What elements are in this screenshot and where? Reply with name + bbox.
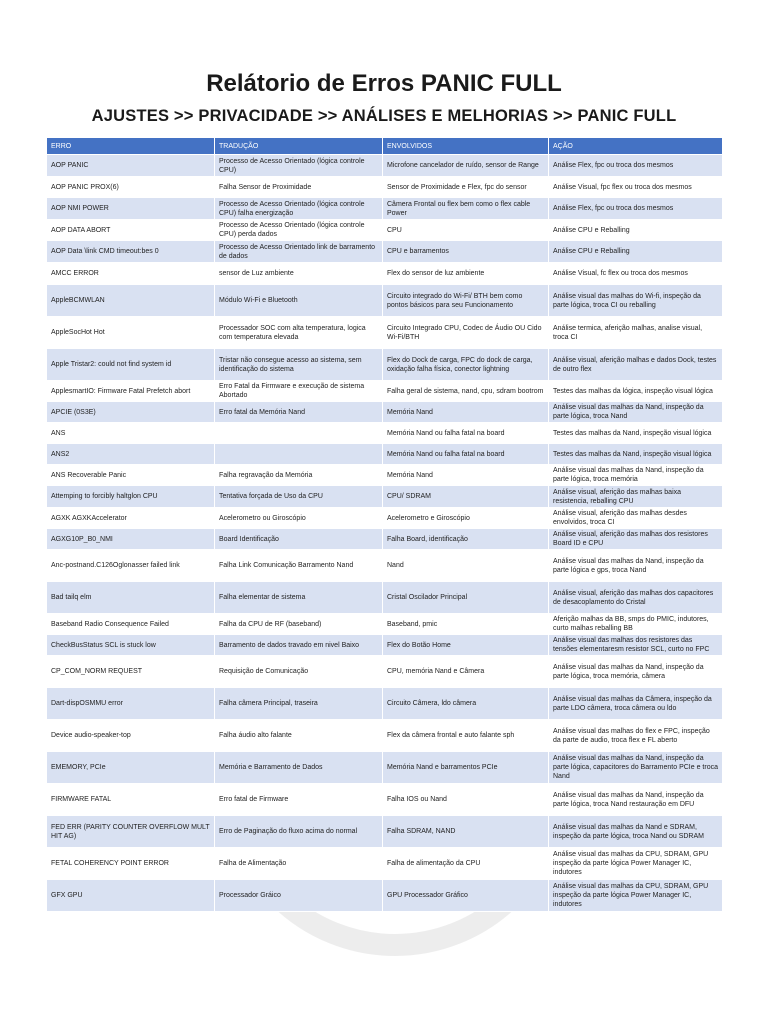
cell-erro: FETAL COHERENCY POINT ERROR bbox=[47, 848, 215, 880]
cell-traducao: Falha da CPU de RF (baseband) bbox=[215, 614, 383, 635]
cell-envolvidos: Flex da câmera frontal e auto falante sph bbox=[383, 720, 549, 752]
cell-acao: Análise Flex, fpc ou troca dos mesmos bbox=[549, 155, 723, 177]
table-row bbox=[47, 848, 723, 880]
panic-errors-table bbox=[46, 137, 723, 912]
cell-erro: AppleBCMWLAN bbox=[47, 285, 215, 317]
settings-path-subtitle: AJUSTES >> PRIVACIDADE >> ANÁLISES E MELHORIAS >> PANIC FULL bbox=[91, 107, 677, 125]
cell-traducao: Processo de Acesso Orientado (lógica controle CPU) falha energização bbox=[215, 198, 383, 220]
cell-envolvidos: Nand bbox=[383, 550, 549, 582]
table-row bbox=[47, 285, 723, 317]
cell-envolvidos: Flex do sensor de luz ambiente bbox=[383, 263, 549, 285]
cell-traducao: Falha elementar de sistema bbox=[215, 582, 383, 614]
cell-acao: Análise visual das malhas da Nand, inspeção da parte lógica, troca Nand restauração em DFU bbox=[549, 784, 723, 816]
cell-envolvidos: Memória Nand bbox=[383, 465, 549, 486]
cell-envolvidos: Falha de alimentação da CPU bbox=[383, 848, 549, 880]
table-row bbox=[47, 444, 723, 465]
cell-traducao: Falha áudio alto falante bbox=[215, 720, 383, 752]
cell-acao: Análise visual das malhas da Nand, inspeção da parte lógica, capacitores do Barramento PCIe e troca Nand bbox=[549, 752, 723, 784]
table-row bbox=[47, 656, 723, 688]
table-row bbox=[47, 220, 723, 241]
cell-traducao: Tentativa forçada de Uso da CPU bbox=[215, 486, 383, 508]
cell-traducao: Módulo Wi-Fi e Bluetooth bbox=[215, 285, 383, 317]
cell-envolvidos: CPU e barramentos bbox=[383, 241, 549, 263]
cell-erro: Device audio-speaker-top bbox=[47, 720, 215, 752]
cell-traducao: Board Identificação bbox=[215, 529, 383, 550]
cell-erro: ANS bbox=[47, 423, 215, 444]
cell-erro: ApplesmartIO: Firmware Fatal Prefetch abort bbox=[47, 381, 215, 402]
cell-erro: CP_COM_NORM REQUEST bbox=[47, 656, 215, 688]
cell-acao: Análise visual das malhas da Câmera, inspeção da parte LDO câmera, troca câmera ou ldo bbox=[549, 688, 723, 720]
cell-traducao: Processador Gráico bbox=[215, 880, 383, 912]
cell-acao: Análise Flex, fpc ou troca dos mesmos bbox=[549, 198, 723, 220]
table-row bbox=[47, 880, 723, 912]
table-row bbox=[47, 688, 723, 720]
cell-envolvidos: GPU Processador Gráfico bbox=[383, 880, 549, 912]
cell-acao: Análise CPU e Reballing bbox=[549, 241, 723, 263]
cell-acao: Testes das malhas da Nand, inspeção visual lógica bbox=[549, 423, 723, 444]
cell-erro: AOP PANIC bbox=[47, 155, 215, 177]
cell-traducao: Erro Fatal da Firmware e execução de sistema Abortado bbox=[215, 381, 383, 402]
cell-acao: Análise visual das malhas da CPU, SDRAM, GPU inspeção da parte lógica Power Manager IC, indutores bbox=[549, 848, 723, 880]
cell-envolvidos: Flex do Botão Home bbox=[383, 635, 549, 656]
table-row bbox=[47, 423, 723, 444]
table-row bbox=[47, 752, 723, 784]
table-header-row bbox=[47, 138, 723, 155]
table-row bbox=[47, 177, 723, 198]
cell-traducao: Requisição de Comunicação bbox=[215, 656, 383, 688]
column-header-erro: ERRO bbox=[47, 138, 215, 155]
cell-traducao bbox=[215, 423, 383, 444]
cell-envolvidos: Microfone cancelador de ruído, sensor de Range bbox=[383, 155, 549, 177]
cell-envolvidos: Circuito integrado do Wi-Fi/ BTH bem como pontos básicos para seu Funcionamento bbox=[383, 285, 549, 317]
cell-erro: Dart-dispOSMMU error bbox=[47, 688, 215, 720]
cell-envolvidos: Memória Nand ou falha fatal na board bbox=[383, 423, 549, 444]
cell-acao: Análise visual das malhas da Nand, inspeção da parte lógica, troca memória, câmera bbox=[549, 656, 723, 688]
cell-envolvidos: Memória Nand e barramentos PCIe bbox=[383, 752, 549, 784]
cell-envolvidos: Acelerometro e Giroscópio bbox=[383, 508, 549, 529]
cell-erro: Anc-postnand.C126Oglonasser failed link bbox=[47, 550, 215, 582]
cell-acao: Análise visual, aferição malhas e dados Dock, testes de outro flex bbox=[549, 349, 723, 381]
cell-envolvidos: CPU bbox=[383, 220, 549, 241]
cell-traducao: Erro de Paginação do fluxo acima do normal bbox=[215, 816, 383, 848]
cell-erro: Attemping to forcibly haltglon CPU bbox=[47, 486, 215, 508]
cell-envolvidos: Falha geral de sistema, nand, cpu, sdram bootrom bbox=[383, 381, 549, 402]
cell-acao: Análise visual das malhas da Nand, inspeção da parte lógica, troca Nand bbox=[549, 402, 723, 423]
table-row bbox=[47, 349, 723, 381]
cell-erro: APCIE (0S3E) bbox=[47, 402, 215, 423]
cell-erro: ANS2 bbox=[47, 444, 215, 465]
cell-traducao: Falha de Alimentação bbox=[215, 848, 383, 880]
cell-traducao: Processo de Acesso Orientado (lógica controle CPU) perda dados bbox=[215, 220, 383, 241]
cell-acao: Análise CPU e Reballing bbox=[549, 220, 723, 241]
cell-envolvidos: CPU, memória Nand e Câmera bbox=[383, 656, 549, 688]
table-row bbox=[47, 155, 723, 177]
report-title: Relátorio de Erros PANIC FULL bbox=[206, 70, 562, 97]
cell-erro: ANS Recoverable Panic bbox=[47, 465, 215, 486]
cell-acao: Análise visual das malhas do flex e FPC, inspeção da parte de audio, troca flex e FL aberto bbox=[549, 720, 723, 752]
cell-envolvidos: Memória Nand ou falha fatal na board bbox=[383, 444, 549, 465]
table-row bbox=[47, 508, 723, 529]
cell-acao: Análise visual das malhas da CPU, SDRAM, GPU inspeção da parte lógica Power Manager IC, indutores bbox=[549, 880, 723, 912]
column-header-acao: AÇÃO bbox=[549, 138, 723, 155]
table-row bbox=[47, 402, 723, 423]
cell-acao: Análise visual das malhas do Wi-fi, inspeção da parte lógica, troca CI ou reballing bbox=[549, 285, 723, 317]
cell-acao: Aferição malhas da BB, smps do PMIC, indutores, curto malhas reballing BB bbox=[549, 614, 723, 635]
cell-envolvidos: Baseband, pmic bbox=[383, 614, 549, 635]
cell-acao: Análise visual, aferição das malhas baixa resistencia, reballing CPU bbox=[549, 486, 723, 508]
cell-traducao: sensor de Luz ambiente bbox=[215, 263, 383, 285]
table-row bbox=[47, 198, 723, 220]
cell-acao: Análise visual das malhas da Nand e SDRAM, inspeção da parte lógica, troca Nand ou SDRAM bbox=[549, 816, 723, 848]
table-row bbox=[47, 720, 723, 752]
table-row bbox=[47, 486, 723, 508]
table-row bbox=[47, 550, 723, 582]
cell-erro: AGXK AGXKAccelerator bbox=[47, 508, 215, 529]
column-header-envolvidos: ENVOLVIDOS bbox=[383, 138, 549, 155]
cell-acao: Análise visual, aferição das malhas dos resistores Board ID e CPU bbox=[549, 529, 723, 550]
cell-envolvidos: Câmera Frontal ou flex bem como o flex cable Power bbox=[383, 198, 549, 220]
cell-envolvidos: Sensor de Proximidade e Flex, fpc do sensor bbox=[383, 177, 549, 198]
cell-acao: Análise Visual, fpc flex ou troca dos mesmos bbox=[549, 177, 723, 198]
table-row bbox=[47, 317, 723, 349]
cell-envolvidos: Falha Board, identificação bbox=[383, 529, 549, 550]
cell-acao: Análise termica, aferição malhas, analise visual, troca CI bbox=[549, 317, 723, 349]
cell-traducao: Processador SOC com alta temperatura, logica com temperatura elevada bbox=[215, 317, 383, 349]
cell-envolvidos: Memória Nand bbox=[383, 402, 549, 423]
cell-envolvidos: Cristal Oscilador Principal bbox=[383, 582, 549, 614]
cell-envolvidos: CPU/ SDRAM bbox=[383, 486, 549, 508]
cell-erro: Bad tailq elm bbox=[47, 582, 215, 614]
cell-erro: AOP NMI POWER bbox=[47, 198, 215, 220]
table-row bbox=[47, 816, 723, 848]
cell-erro: GFX GPU bbox=[47, 880, 215, 912]
cell-traducao: Falha Link Comunicação Barramento Nand bbox=[215, 550, 383, 582]
table-row bbox=[47, 784, 723, 816]
cell-erro: Apple Tristar2: could not find system id bbox=[47, 349, 215, 381]
cell-erro: EMEMORY, PCIe bbox=[47, 752, 215, 784]
table-row bbox=[47, 529, 723, 550]
cell-traducao: Falha regravação da Memória bbox=[215, 465, 383, 486]
cell-traducao: Erro fatal de Firmware bbox=[215, 784, 383, 816]
table-row bbox=[47, 241, 723, 263]
cell-erro: FIRMWARE FATAL bbox=[47, 784, 215, 816]
cell-envolvidos: Falha IOS ou Nand bbox=[383, 784, 549, 816]
cell-traducao: Erro fatal da Memória Nand bbox=[215, 402, 383, 423]
cell-traducao: Falha câmera Principal, traseira bbox=[215, 688, 383, 720]
cell-acao: Análise visual das malhas da Nand, inspeção da parte lógica, troca memória bbox=[549, 465, 723, 486]
table-row bbox=[47, 381, 723, 402]
table-row bbox=[47, 582, 723, 614]
cell-traducao bbox=[215, 444, 383, 465]
cell-traducao: Barramento de dados travado em nivel Baixo bbox=[215, 635, 383, 656]
column-header-traducao: TRADUÇÃO bbox=[215, 138, 383, 155]
cell-envolvidos: Falha SDRAM, NAND bbox=[383, 816, 549, 848]
cell-erro: AppleSocHot Hot bbox=[47, 317, 215, 349]
cell-erro: FED ERR (PARITY COUNTER OVERFLOW MULT HIT AG) bbox=[47, 816, 215, 848]
cell-erro: AOP DATA ABORT bbox=[47, 220, 215, 241]
cell-acao: Análise visual, aferição das malhas desdes envolvidos, troca CI bbox=[549, 508, 723, 529]
cell-envolvidos: Circuito Integrado CPU, Codec de Áudio OU Cido Wi-Fi/BTH bbox=[383, 317, 549, 349]
cell-envolvidos: Circuito Câmera, ldo câmera bbox=[383, 688, 549, 720]
cell-erro: AGXG10P_B0_NMI bbox=[47, 529, 215, 550]
table-row bbox=[47, 614, 723, 635]
cell-traducao: Falha Sensor de Proximidade bbox=[215, 177, 383, 198]
cell-erro: Baseband Radio Consequence Failed bbox=[47, 614, 215, 635]
cell-acao: Análise visual, aferição das malhas dos capacitores de desacoplamento do Cristal bbox=[549, 582, 723, 614]
cell-traducao: Processo de Acesso Orientado link de barramento de dados bbox=[215, 241, 383, 263]
cell-acao: Testes das malhas da lógica, inspeção visual lógica bbox=[549, 381, 723, 402]
cell-erro: CheckBusStatus SCL is stuck low bbox=[47, 635, 215, 656]
cell-traducao: Acelerometro ou Giroscópio bbox=[215, 508, 383, 529]
cell-envolvidos: Flex do Dock de carga, FPC do dock de carga, oxidação falha física, conector lightning bbox=[383, 349, 549, 381]
cell-acao: Testes das malhas da Nand, inspeção visual lógica bbox=[549, 444, 723, 465]
cell-acao: Análise Visual, fc flex ou troca dos mesmos bbox=[549, 263, 723, 285]
cell-traducao: Tristar não consegue acesso ao sistema, sem identificação do sistema bbox=[215, 349, 383, 381]
cell-traducao: Processo de Acesso Orientado (lógica controle CPU) bbox=[215, 155, 383, 177]
table-row bbox=[47, 635, 723, 656]
cell-traducao: Memória e Barramento de Dados bbox=[215, 752, 383, 784]
cell-acao: Análise visual das malhas da Nand, inspeção da parte lógica e gps, troca Nand bbox=[549, 550, 723, 582]
cell-erro: AOP Data \link CMD timeout:bes 0 bbox=[47, 241, 215, 263]
cell-erro: AMCC ERROR bbox=[47, 263, 215, 285]
table-row bbox=[47, 263, 723, 285]
cell-acao: Análise visual das malhas dos resistores das tensões elementaresm resistor SCL, curto no FPC bbox=[549, 635, 723, 656]
table-row bbox=[47, 465, 723, 486]
cell-erro: AOP PANIC PROX(6) bbox=[47, 177, 215, 198]
